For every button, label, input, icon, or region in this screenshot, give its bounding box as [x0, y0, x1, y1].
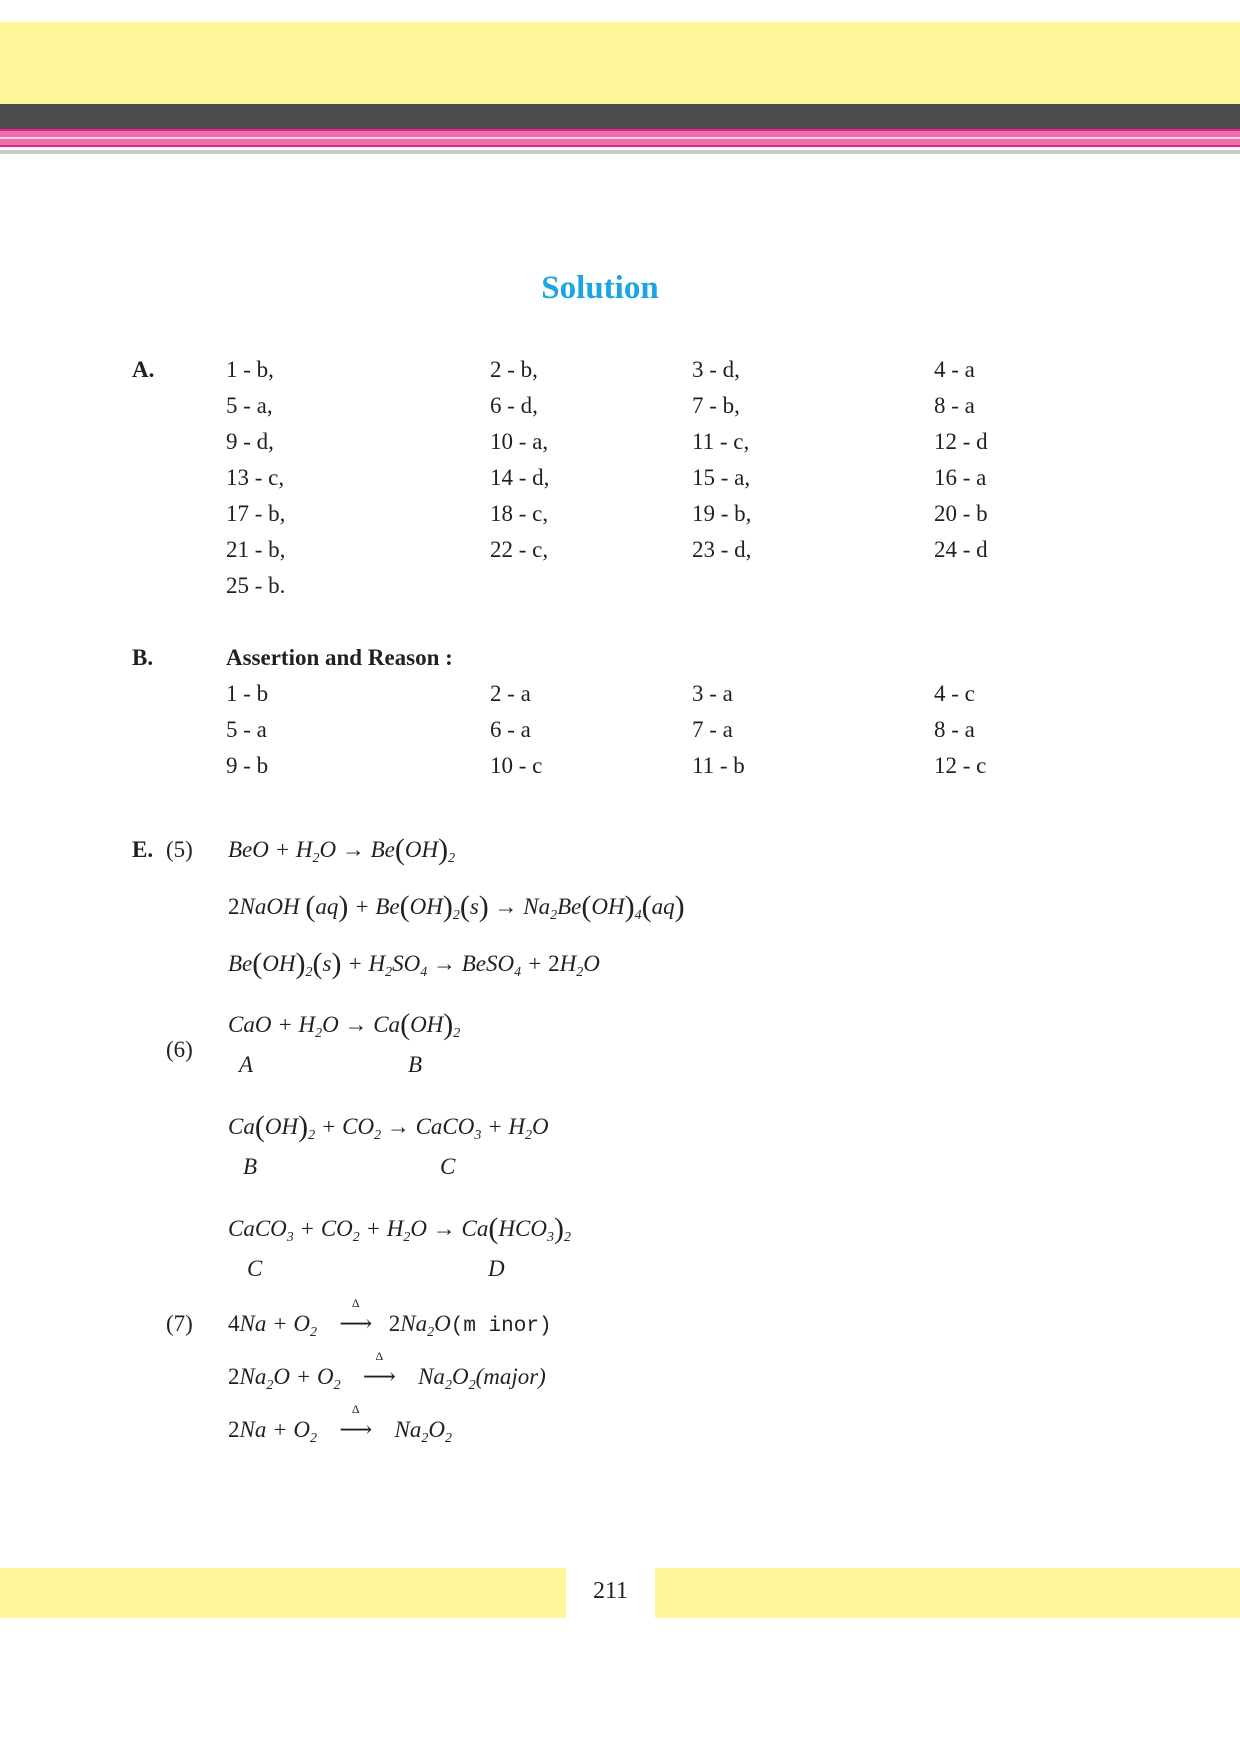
section-a-answer: 4 - a [934, 357, 975, 382]
footer-band-right [655, 1568, 1240, 1618]
section-a-answer: 24 - d [934, 537, 988, 562]
section-a-answer: 22 - c, [490, 537, 549, 562]
equation-6b: $Ca(OH)_2 + CO_2$ → CaCO$_3$ + $H_2O$ [228, 1110, 549, 1143]
question-7-number: (7) [166, 1311, 193, 1336]
label-b: B [408, 1052, 423, 1077]
section-a-answer: 14 - d, [490, 465, 550, 490]
page-number: 211 [592, 1578, 629, 1604]
heat-arrow-icon: Δ ⟶ [339, 1296, 373, 1336]
section-b-answer: 1 - b [226, 681, 269, 706]
label-a: A [239, 1052, 254, 1077]
equation-7b: $2Na_2O + O_2$ Δ ⟶ $Na_2O_2(major)$ [228, 1349, 546, 1393]
equation-6a: CaO + $H_2O \to Ca(OH)_2$ [228, 1008, 461, 1041]
label-c: C [440, 1154, 456, 1179]
section-b-answer: 8 - a [934, 717, 975, 742]
section-b-heading: Assertion and Reason : [226, 645, 453, 670]
equation-5c: $Be(OH)_2(s) + H_2SO_4$ → BeSO$_4$ + $2H_2O$ [228, 947, 600, 980]
header-grey-line [0, 150, 1240, 154]
label-b-2: B [243, 1154, 258, 1179]
heat-arrow-icon: Δ ⟶ [362, 1349, 396, 1389]
label-d: D [488, 1256, 505, 1281]
section-a-answer: 16 - a [934, 465, 987, 490]
section-a-answer: 21 - b, [226, 537, 286, 562]
section-a-answer: 3 - d, [692, 357, 740, 382]
section-a-answer: 15 - a, [692, 465, 751, 490]
section-b-answer: 7 - a [692, 717, 733, 742]
section-a-answer: 19 - b, [692, 501, 752, 526]
header-band [0, 22, 1240, 104]
equation-5a: BeO + $H_2O \to Be(OH)_2$ [228, 833, 456, 866]
question-5-number: (5) [166, 837, 193, 862]
label-c-2: C [247, 1256, 263, 1281]
section-b-answer: 4 - c [934, 681, 975, 706]
section-b-answer: 11 - b [692, 753, 745, 778]
equation-7a: $4Na + O_2$ Δ ⟶ $2Na_2O(m$ inor) [228, 1296, 552, 1340]
section-b-answer: 6 - a [490, 717, 531, 742]
equation-5b: 2NaOH $(aq) + Be(OH)_2(s) \to Na_2Be(OH)_4(aq)$ [228, 890, 685, 923]
page-title: Solution [541, 270, 659, 306]
section-a-answer: 6 - d, [490, 393, 538, 418]
section-a-answer: 13 - c, [226, 465, 285, 490]
question-6-number: (6) [166, 1037, 193, 1062]
footer-band-left [0, 1568, 566, 1618]
header-dark-stripe [0, 104, 1240, 129]
section-b-answer: 5 - a [226, 717, 267, 742]
section-a-answer: 17 - b, [226, 501, 286, 526]
section-a-answer: 25 - b. [226, 573, 286, 598]
section-a-answer: 11 - c, [692, 429, 750, 454]
section-b-answer: 12 - c [934, 753, 987, 778]
section-a-answer: 23 - d, [692, 537, 752, 562]
section-a-label: A. [132, 357, 155, 382]
heat-arrow-icon: Δ ⟶ [339, 1402, 373, 1442]
header-pink-stripe [0, 129, 1240, 147]
section-a-answer: 18 - c, [490, 501, 549, 526]
section-a-answer: 9 - d, [226, 429, 274, 454]
section-a-answer: 7 - b, [692, 393, 740, 418]
section-a-answer: 12 - d [934, 429, 988, 454]
equation-7c: $2Na + O_2$ Δ ⟶ $Na_2O_2$ [228, 1402, 452, 1446]
section-b-answer: 2 - a [490, 681, 531, 706]
section-e-label: E. [132, 837, 154, 862]
section-b-answer: 10 - c [490, 753, 543, 778]
section-b-answer: 9 - b [226, 753, 269, 778]
section-a-answer: 20 - b [934, 501, 988, 526]
section-a-answer: 1 - b, [226, 357, 274, 382]
section-a-answer: 8 - a [934, 393, 975, 418]
equation-6c: CaCO$_3$ + $CO_2 + H_2O \to Ca(HCO_3)_2$ [228, 1212, 571, 1245]
section-a-answer: 10 - a, [490, 429, 549, 454]
section-b-label: B. [132, 645, 154, 670]
section-a-answer: 2 - b, [490, 357, 538, 382]
section-b-answer: 3 - a [692, 681, 733, 706]
section-a-answer: 5 - a, [226, 393, 273, 418]
